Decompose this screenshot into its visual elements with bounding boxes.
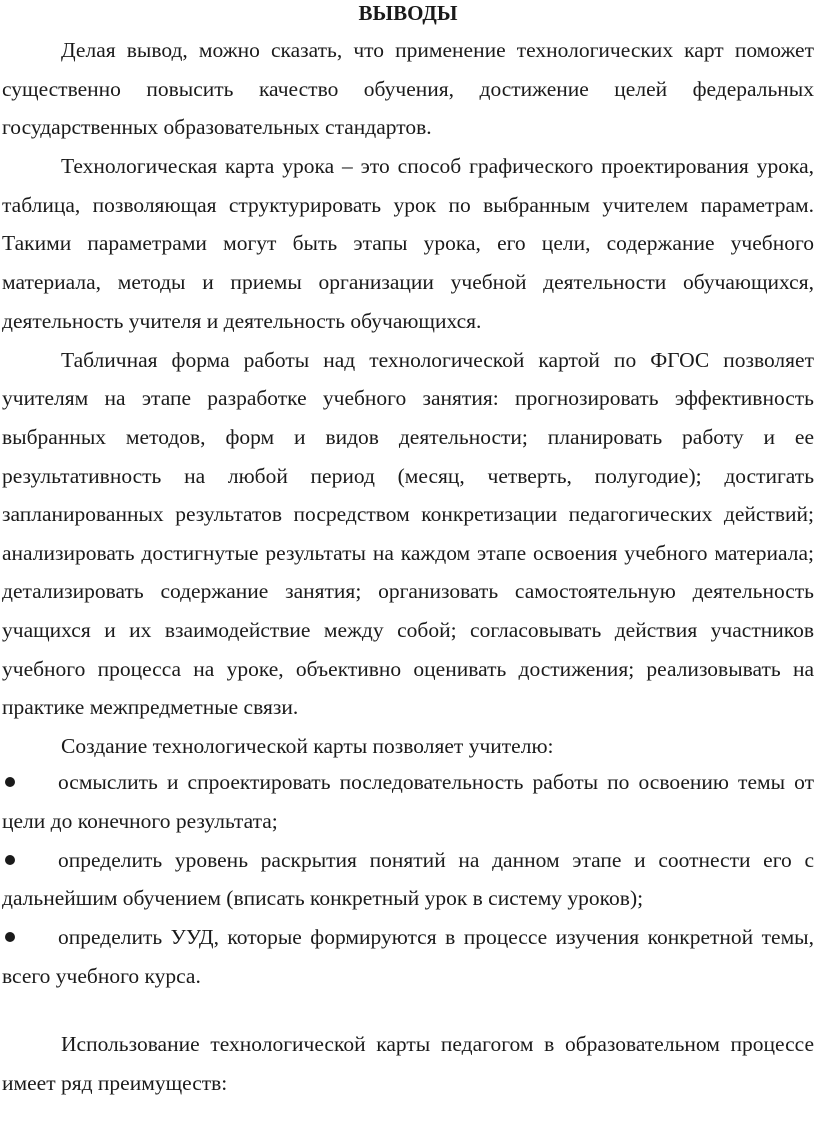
paragraph-table-form: Табличная форма работы над технологической картой по ФГОС позволяет учителям на этапе разработке учебного занятия: прогнозировать эффективность выбранных методов, форм и видов деятельности; планировать работу и ее результативность на любой период (месяц, четверть, полугодие); достигать запланированных результатов посредством конкретизации педагогических действий; анализировать достигнутые результаты на каждом этапе освоения учебного материала; детализировать содержание занятия; организовать самостоятельную деятельность учащихся и их взаимодействие между собой; согласовывать действия участников учебного процесса на уроке, объективно оценивать достижения; реализовывать на практике межпредметные связи. — [2, 347, 814, 720]
bullet-icon — [5, 777, 15, 787]
list-item-text: осмыслить и спроектировать последовательность работы по освоению темы от цели до конечного результата; — [2, 770, 814, 833]
list-item-text: определить УУД, которые формируются в процессе изучения конкретной темы, всего учебного курса. — [2, 925, 814, 988]
paragraph-conclusion: Делая вывод, можно сказать, что применение технологических карт поможет существенно повысить качество обучения, достижение целей федеральных государственных образовательных стандартов. — [2, 38, 814, 140]
paragraphs-section — [2, 31, 814, 766]
bullet-icon — [5, 932, 15, 942]
page-title: ВЫВОДЫ — [358, 1, 458, 25]
bullet-list — [2, 763, 814, 996]
paragraph-creation: Создание технологической карты позволяет учителю: — [61, 734, 554, 759]
bullet-icon — [5, 855, 15, 865]
list-item — [2, 841, 814, 918]
paragraph-definition: Технологическая карта урока – это способ графического проектирования урока, таблица, позволяющая структурировать урок по выбранным учителем параметрам. Такими параметрами могут быть этапы урока, его цели, содержание учебного материала, методы и приемы организации учебной деятельности обучающихся, деятельность учителя и деятельность обучающихся. — [2, 154, 814, 333]
list-item — [2, 918, 814, 995]
paragraph-advantages: Использование технологической карты педагогом в образовательном процессе имеет ряд преимуществ: — [2, 1032, 814, 1095]
list-item — [2, 763, 814, 840]
final-section — [2, 1025, 814, 1102]
list-item-text: определить уровень раскрытия понятий на данном этапе и соотнести его с дальнейшим обучением (вписать конкретный урок в систему уроков); — [2, 847, 814, 911]
